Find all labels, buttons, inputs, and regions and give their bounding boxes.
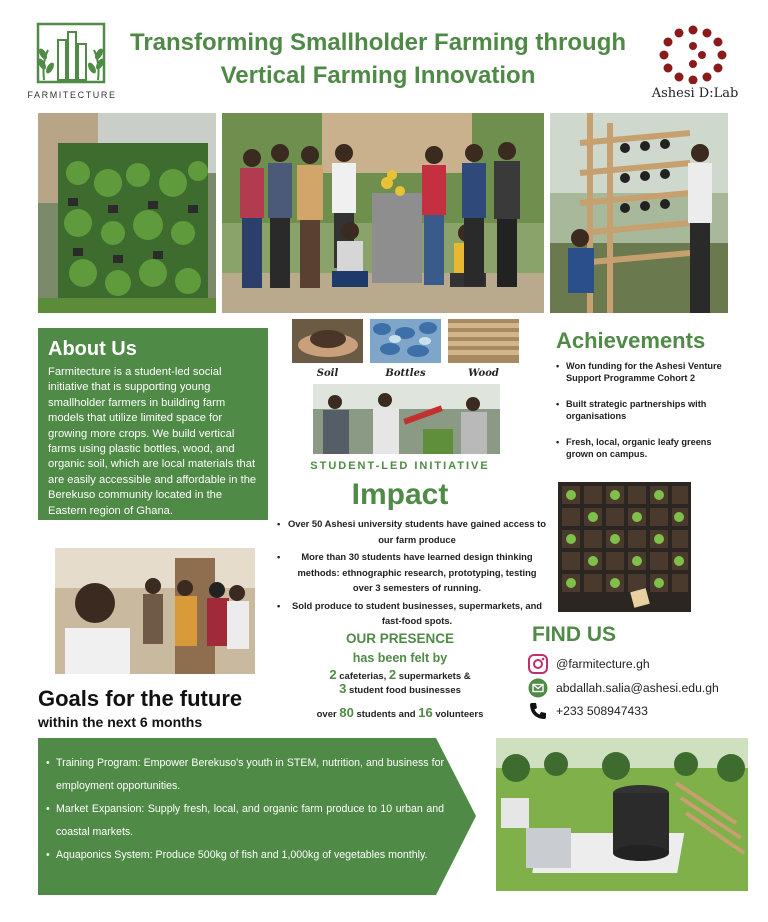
cafeterias-label: cafeterias,	[339, 671, 387, 682]
goal-item: • Market Expansion: Supply fresh, local, and organic farm produce to 10 urban and coastal markets.	[46, 798, 444, 844]
achievement-item: • Won funding for the Ashesi Venture Support Programme Cohort 2	[556, 360, 736, 384]
bottles-label: Bottles	[385, 368, 426, 379]
presence-subheading: has been felt by	[352, 651, 448, 665]
achievements-heading: Achievements	[556, 328, 706, 353]
title-line-1: Transforming Smallholder Farming through	[129, 29, 627, 56]
student-led-tagline: STUDENT-LED INITIATIVE	[310, 460, 490, 472]
instagram-handle[interactable]: @farmitecture.gh	[556, 657, 650, 671]
presence-heading: OUR PRESENCE	[345, 631, 455, 646]
wood-label: Wood	[468, 368, 499, 379]
cafeterias-count: 2	[329, 667, 337, 682]
email-icon	[528, 678, 548, 698]
presence-line-1	[280, 667, 520, 682]
students-working-photo	[313, 384, 500, 454]
goal-item: • Aquaponics System: Produce 500kg of fish and 1,000kg of vegetables monthly.	[46, 844, 444, 867]
seedling-tray-photo	[558, 482, 691, 612]
goal-item: • Training Program: Empower Berekuso's youth in STEM, nutrition, and business for employment opportunities.	[46, 752, 444, 798]
impact-item: • Over 50 Ashesi university students have gained access to our farm produce	[275, 516, 547, 547]
volunteers-count: 16	[418, 705, 433, 720]
team-selfie-photo	[55, 548, 255, 674]
farmitecture-logo	[30, 22, 112, 84]
impact-item: • Sold produce to student businesses, supermarkets, and fast-food spots.	[275, 598, 547, 629]
bottles-photo	[370, 319, 441, 363]
students-label: students and	[356, 709, 416, 720]
find-us-heading: FIND US	[532, 623, 616, 646]
businesses-count: 3	[339, 681, 347, 696]
about-heading: About Us	[48, 338, 137, 360]
impact-item: • More than 30 students have learned design thinking methods: ethnographic research, prototyping, testing over 3 semesters of running.	[275, 549, 547, 596]
about-us-panel	[38, 328, 268, 520]
soil-label: Soil	[316, 368, 339, 379]
achievement-item: • Fresh, local, organic leafy greens grown on campus.	[556, 436, 736, 460]
presence-line-2	[280, 681, 520, 696]
building-vertical-farm-photo	[550, 113, 728, 313]
goals-list	[46, 752, 444, 867]
phone-icon	[528, 701, 548, 721]
achievements-list	[556, 360, 736, 474]
phone-number[interactable]: +233 508947433	[556, 704, 648, 718]
goals-heading: Goals for the future	[38, 686, 243, 711]
email-contact[interactable]	[528, 677, 748, 699]
impact-list	[275, 516, 547, 631]
soil-photo	[292, 319, 363, 363]
partner-name: Ashesi D:Lab	[651, 86, 739, 101]
supermarkets-count: 2	[388, 667, 397, 682]
over-label: over	[316, 709, 337, 720]
volunteers-label: volunteers	[435, 709, 484, 720]
supermarkets-label: supermarkets &	[398, 671, 471, 682]
page-title	[118, 26, 638, 92]
goals-subheading: within the next 6 months	[38, 714, 203, 730]
students-count: 80	[339, 705, 354, 720]
email-address[interactable]: abdallah.salia@ashesi.edu.gh	[556, 681, 719, 695]
title-line-2: Vertical Farming Innovation	[220, 62, 536, 89]
ashesi-dlab-logo	[650, 24, 736, 84]
logo-text: FARMITECTURE	[27, 90, 117, 100]
businesses-label: student food businesses	[348, 685, 461, 696]
vertical-garden-photo	[38, 113, 216, 313]
instagram-contact[interactable]	[528, 653, 748, 675]
about-body: Farmitecture is a student-led social initiative that is supporting young smallholder farmers in building farm models that utilize limited space for growing more crops. We build vertical farms using plastic bottles, wood, and organic soil, which are local materials that are easily accessible and affordable in the Berekuso community located in the Eastern region of Ghana.	[48, 366, 257, 517]
presence-line-3	[280, 705, 520, 720]
wood-photo	[448, 319, 519, 363]
phone-contact[interactable]	[528, 700, 748, 722]
team-group-photo	[222, 113, 544, 313]
instagram-icon	[528, 654, 548, 674]
achievement-item: • Built strategic partnerships with organisations	[556, 398, 736, 422]
aquaponics-render	[496, 738, 748, 891]
impact-heading: Impact	[351, 478, 449, 511]
